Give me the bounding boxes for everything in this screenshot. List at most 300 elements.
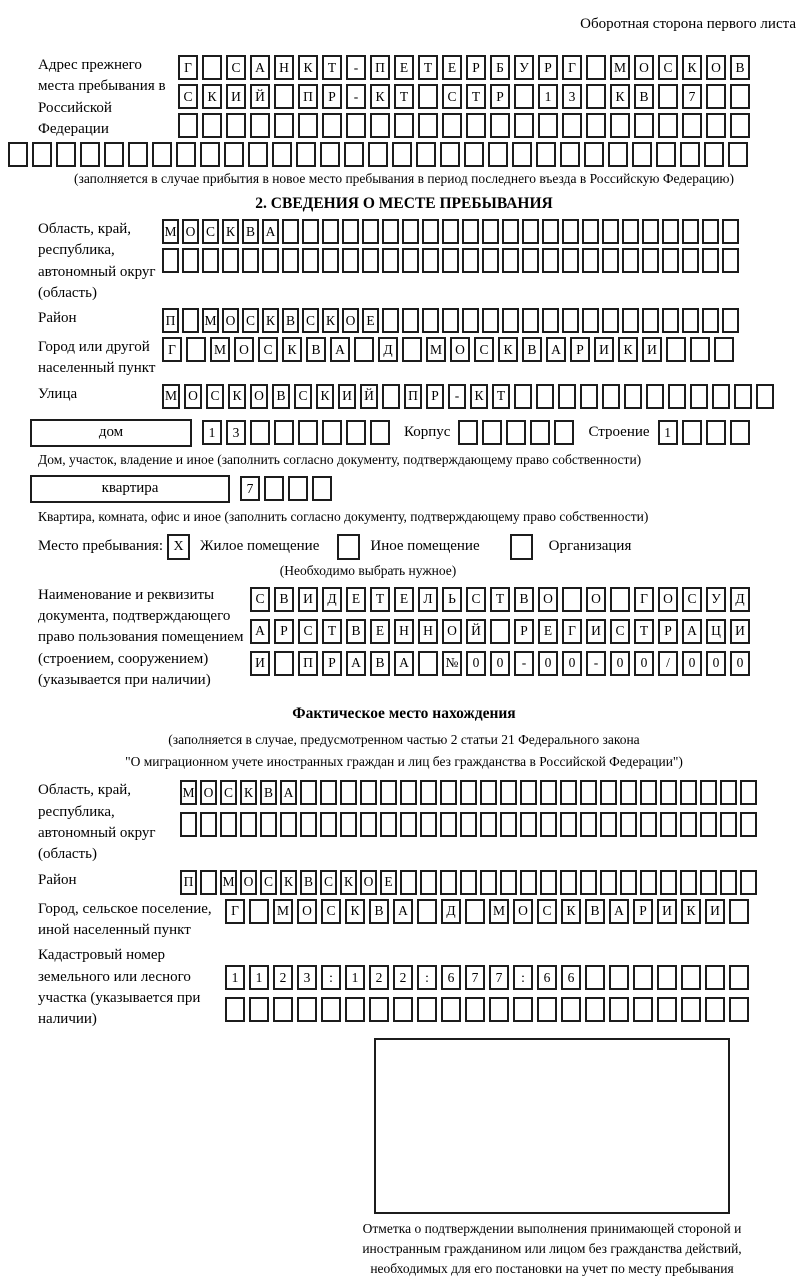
char-cell[interactable] (537, 997, 557, 1022)
char-cell[interactable]: Р (490, 84, 510, 109)
char-cell[interactable]: С (466, 587, 486, 612)
char-cell[interactable]: О (240, 870, 257, 895)
char-cell[interactable] (272, 142, 292, 167)
char-cell[interactable]: Р (426, 384, 444, 409)
char-cell[interactable] (658, 84, 678, 109)
char-cell[interactable] (345, 997, 365, 1022)
char-cell[interactable]: В (514, 587, 534, 612)
char-cell[interactable]: С (226, 55, 246, 80)
char-cell[interactable] (580, 384, 598, 409)
char-cell[interactable] (702, 248, 719, 273)
char-cell[interactable] (580, 812, 597, 837)
char-cell[interactable]: В (272, 384, 290, 409)
char-cell[interactable] (282, 219, 299, 244)
char-cell[interactable]: Е (380, 870, 397, 895)
char-cell[interactable] (540, 870, 557, 895)
char-cell[interactable] (657, 997, 677, 1022)
char-cell[interactable]: 2 (369, 965, 389, 990)
char-cell[interactable]: В (282, 308, 299, 333)
char-cell[interactable] (714, 337, 734, 362)
char-cell[interactable]: Д (730, 587, 750, 612)
char-cell[interactable] (522, 248, 539, 273)
char-cell[interactable] (280, 812, 297, 837)
char-cell[interactable]: К (222, 219, 239, 244)
char-cell[interactable]: - (346, 84, 366, 109)
char-cell[interactable]: Г (178, 55, 198, 80)
char-cell[interactable]: Т (370, 587, 390, 612)
char-cell[interactable] (420, 812, 437, 837)
char-cell[interactable] (442, 219, 459, 244)
char-cell[interactable]: О (200, 780, 217, 805)
char-cell[interactable]: : (321, 965, 341, 990)
char-cell[interactable] (322, 113, 342, 138)
char-cell[interactable]: С (220, 780, 237, 805)
char-cell[interactable] (682, 420, 702, 445)
char-cell[interactable] (500, 812, 517, 837)
char-cell[interactable]: Т (322, 619, 342, 644)
char-cell[interactable] (530, 420, 550, 445)
char-cell[interactable] (540, 780, 557, 805)
char-cell[interactable] (360, 780, 377, 805)
char-cell[interactable] (540, 812, 557, 837)
char-cell[interactable] (186, 337, 206, 362)
char-cell[interactable] (602, 219, 619, 244)
char-cell[interactable] (722, 248, 739, 273)
char-cell[interactable]: П (370, 55, 390, 80)
char-cell[interactable]: К (322, 308, 339, 333)
char-cell[interactable]: А (682, 619, 702, 644)
char-cell[interactable]: И (226, 84, 246, 109)
char-cell[interactable]: 7 (465, 965, 485, 990)
char-cell[interactable]: О (222, 308, 239, 333)
char-cell[interactable] (440, 870, 457, 895)
char-cell[interactable] (562, 113, 582, 138)
char-cell[interactable]: И (338, 384, 356, 409)
char-cell[interactable] (417, 997, 437, 1022)
char-cell[interactable] (681, 997, 701, 1022)
char-cell[interactable]: О (658, 587, 678, 612)
house-type-box[interactable]: дом (30, 419, 192, 447)
char-cell[interactable]: Д (441, 899, 461, 924)
stay-option-organization[interactable] (506, 534, 632, 560)
char-cell[interactable]: К (345, 899, 365, 924)
char-cell[interactable]: Ь (442, 587, 462, 612)
char-cell[interactable]: Е (346, 587, 366, 612)
char-cell[interactable]: 1 (202, 420, 222, 445)
char-cell[interactable]: Г (162, 337, 182, 362)
char-cell[interactable] (756, 384, 774, 409)
char-cell[interactable] (542, 308, 559, 333)
char-cell[interactable] (382, 248, 399, 273)
char-cell[interactable]: Е (370, 619, 390, 644)
char-cell[interactable]: О (360, 870, 377, 895)
char-cell[interactable] (488, 142, 508, 167)
char-cell[interactable] (600, 812, 617, 837)
char-cell[interactable] (249, 899, 269, 924)
char-cell[interactable] (202, 55, 222, 80)
organization-checkbox[interactable] (510, 534, 533, 560)
char-cell[interactable] (380, 812, 397, 837)
char-cell[interactable] (512, 142, 532, 167)
char-cell[interactable] (634, 113, 654, 138)
char-cell[interactable] (200, 812, 217, 837)
char-cell[interactable]: К (282, 337, 302, 362)
char-cell[interactable] (273, 997, 293, 1022)
char-cell[interactable] (320, 780, 337, 805)
char-cell[interactable] (441, 997, 461, 1022)
char-cell[interactable] (297, 997, 317, 1022)
char-cell[interactable] (640, 780, 657, 805)
char-cell[interactable] (182, 308, 199, 333)
char-cell[interactable] (417, 899, 437, 924)
char-cell[interactable] (706, 113, 726, 138)
char-cell[interactable] (422, 248, 439, 273)
char-cell[interactable] (288, 476, 308, 501)
char-cell[interactable]: Т (492, 384, 510, 409)
char-cell[interactable] (620, 870, 637, 895)
stay-option-other[interactable] (333, 534, 479, 560)
char-cell[interactable]: И (586, 619, 606, 644)
char-cell[interactable]: О (706, 55, 726, 80)
char-cell[interactable] (558, 384, 576, 409)
char-cell[interactable] (490, 113, 510, 138)
char-cell[interactable] (704, 142, 724, 167)
char-cell[interactable]: М (610, 55, 630, 80)
char-cell[interactable]: М (210, 337, 230, 362)
char-cell[interactable] (442, 248, 459, 273)
char-cell[interactable] (722, 219, 739, 244)
char-cell[interactable] (729, 997, 749, 1022)
char-cell[interactable]: Р (538, 55, 558, 80)
char-cell[interactable] (222, 248, 239, 273)
char-cell[interactable] (180, 812, 197, 837)
char-cell[interactable]: 0 (490, 651, 510, 676)
char-cell[interactable] (382, 308, 399, 333)
char-cell[interactable]: А (546, 337, 566, 362)
char-cell[interactable] (400, 870, 417, 895)
char-cell[interactable] (538, 113, 558, 138)
char-cell[interactable] (662, 308, 679, 333)
char-cell[interactable] (152, 142, 172, 167)
char-cell[interactable] (668, 384, 686, 409)
char-cell[interactable]: О (234, 337, 254, 362)
char-cell[interactable]: М (180, 780, 197, 805)
char-cell[interactable]: С (474, 337, 494, 362)
char-cell[interactable]: К (340, 870, 357, 895)
char-cell[interactable] (225, 997, 245, 1022)
char-cell[interactable]: Т (490, 587, 510, 612)
char-cell[interactable] (442, 113, 462, 138)
char-cell[interactable] (296, 142, 316, 167)
char-cell[interactable]: Н (274, 55, 294, 80)
char-cell[interactable] (282, 248, 299, 273)
char-cell[interactable] (706, 420, 726, 445)
char-cell[interactable] (322, 420, 342, 445)
char-cell[interactable] (422, 308, 439, 333)
char-cell[interactable]: / (658, 651, 678, 676)
char-cell[interactable]: 0 (730, 651, 750, 676)
char-cell[interactable] (562, 308, 579, 333)
char-cell[interactable]: 6 (561, 965, 581, 990)
char-cell[interactable] (382, 384, 400, 409)
char-cell[interactable]: 7 (682, 84, 702, 109)
char-cell[interactable]: С (610, 619, 630, 644)
char-cell[interactable]: А (609, 899, 629, 924)
char-cell[interactable] (320, 142, 340, 167)
char-cell[interactable] (300, 780, 317, 805)
char-cell[interactable]: Р (570, 337, 590, 362)
char-cell[interactable] (462, 248, 479, 273)
char-cell[interactable]: Н (418, 619, 438, 644)
char-cell[interactable]: А (394, 651, 414, 676)
char-cell[interactable] (610, 113, 630, 138)
char-cell[interactable] (458, 420, 478, 445)
char-cell[interactable] (346, 420, 366, 445)
char-cell[interactable]: С (202, 219, 219, 244)
char-cell[interactable] (418, 84, 438, 109)
char-cell[interactable]: - (586, 651, 606, 676)
char-cell[interactable]: Й (360, 384, 378, 409)
char-cell[interactable] (322, 248, 339, 273)
char-cell[interactable] (202, 248, 219, 273)
char-cell[interactable]: Т (322, 55, 342, 80)
char-cell[interactable] (460, 780, 477, 805)
char-cell[interactable]: О (634, 55, 654, 80)
char-cell[interactable] (633, 965, 653, 990)
char-cell[interactable]: О (184, 384, 202, 409)
char-cell[interactable]: - (514, 651, 534, 676)
char-cell[interactable] (462, 219, 479, 244)
char-cell[interactable] (609, 965, 629, 990)
char-cell[interactable]: 0 (562, 651, 582, 676)
char-cell[interactable]: Д (322, 587, 342, 612)
char-cell[interactable] (322, 219, 339, 244)
char-cell[interactable] (728, 142, 748, 167)
char-cell[interactable]: О (513, 899, 533, 924)
char-cell[interactable] (482, 219, 499, 244)
char-cell[interactable] (734, 384, 752, 409)
char-cell[interactable] (402, 219, 419, 244)
char-cell[interactable] (700, 812, 717, 837)
char-cell[interactable] (622, 219, 639, 244)
char-cell[interactable]: Е (442, 55, 462, 80)
char-cell[interactable]: Р (466, 55, 486, 80)
char-cell[interactable]: - (448, 384, 466, 409)
char-cell[interactable]: К (262, 308, 279, 333)
char-cell[interactable] (729, 965, 749, 990)
char-cell[interactable]: И (657, 899, 677, 924)
char-cell[interactable] (440, 812, 457, 837)
char-cell[interactable] (464, 142, 484, 167)
char-cell[interactable] (200, 142, 220, 167)
char-cell[interactable] (642, 308, 659, 333)
char-cell[interactable] (586, 113, 606, 138)
char-cell[interactable]: М (162, 219, 179, 244)
char-cell[interactable] (178, 113, 198, 138)
char-cell[interactable]: С (250, 587, 270, 612)
char-cell[interactable] (610, 587, 630, 612)
char-cell[interactable] (465, 899, 485, 924)
char-cell[interactable] (440, 142, 460, 167)
char-cell[interactable]: В (274, 587, 294, 612)
char-cell[interactable] (600, 780, 617, 805)
char-cell[interactable]: № (442, 651, 462, 676)
char-cell[interactable] (622, 248, 639, 273)
char-cell[interactable] (362, 248, 379, 273)
char-cell[interactable] (640, 870, 657, 895)
char-cell[interactable]: В (585, 899, 605, 924)
char-cell[interactable] (582, 248, 599, 273)
char-cell[interactable]: 1 (538, 84, 558, 109)
char-cell[interactable]: Р (322, 84, 342, 109)
char-cell[interactable] (226, 113, 246, 138)
char-cell[interactable]: Т (634, 619, 654, 644)
char-cell[interactable]: Г (562, 619, 582, 644)
char-cell[interactable] (514, 113, 534, 138)
char-cell[interactable] (740, 812, 757, 837)
char-cell[interactable] (312, 476, 332, 501)
char-cell[interactable] (480, 812, 497, 837)
apartment-type-box[interactable]: квартира (30, 475, 230, 503)
char-cell[interactable] (402, 308, 419, 333)
char-cell[interactable]: С (320, 870, 337, 895)
char-cell[interactable] (560, 812, 577, 837)
char-cell[interactable]: С (442, 84, 462, 109)
char-cell[interactable] (580, 780, 597, 805)
char-cell[interactable] (522, 308, 539, 333)
char-cell[interactable] (690, 337, 710, 362)
char-cell[interactable] (360, 812, 377, 837)
char-cell[interactable]: О (297, 899, 317, 924)
char-cell[interactable] (608, 142, 628, 167)
char-cell[interactable] (622, 308, 639, 333)
char-cell[interactable]: С (260, 870, 277, 895)
char-cell[interactable]: П (404, 384, 422, 409)
char-cell[interactable]: Р (514, 619, 534, 644)
char-cell[interactable] (400, 780, 417, 805)
char-cell[interactable] (542, 248, 559, 273)
char-cell[interactable] (249, 997, 269, 1022)
char-cell[interactable]: 0 (682, 651, 702, 676)
char-cell[interactable] (200, 870, 217, 895)
char-cell[interactable] (340, 780, 357, 805)
char-cell[interactable] (536, 142, 556, 167)
char-cell[interactable] (632, 142, 652, 167)
char-cell[interactable] (32, 142, 52, 167)
char-cell[interactable]: П (298, 84, 318, 109)
char-cell[interactable] (274, 420, 294, 445)
char-cell[interactable]: 1 (345, 965, 365, 990)
char-cell[interactable]: А (330, 337, 350, 362)
char-cell[interactable]: 6 (537, 965, 557, 990)
char-cell[interactable]: С (242, 308, 259, 333)
char-cell[interactable] (298, 420, 318, 445)
char-cell[interactable] (722, 308, 739, 333)
char-cell[interactable] (660, 812, 677, 837)
char-cell[interactable]: 0 (610, 651, 630, 676)
char-cell[interactable] (660, 780, 677, 805)
other-premises-checkbox[interactable] (337, 534, 360, 560)
char-cell[interactable]: : (417, 965, 437, 990)
char-cell[interactable] (460, 870, 477, 895)
char-cell[interactable]: П (298, 651, 318, 676)
char-cell[interactable]: Н (394, 619, 414, 644)
char-cell[interactable] (705, 997, 725, 1022)
char-cell[interactable] (720, 780, 737, 805)
char-cell[interactable]: М (489, 899, 509, 924)
char-cell[interactable] (462, 308, 479, 333)
char-cell[interactable] (662, 248, 679, 273)
char-cell[interactable] (274, 84, 294, 109)
char-cell[interactable] (342, 219, 359, 244)
char-cell[interactable]: В (370, 651, 390, 676)
char-cell[interactable] (740, 780, 757, 805)
char-cell[interactable] (320, 812, 337, 837)
char-cell[interactable]: С (537, 899, 557, 924)
char-cell[interactable] (602, 384, 620, 409)
char-cell[interactable]: В (634, 84, 654, 109)
char-cell[interactable] (482, 308, 499, 333)
char-cell[interactable]: Р (658, 619, 678, 644)
char-cell[interactable] (489, 997, 509, 1022)
char-cell[interactable] (56, 142, 76, 167)
char-cell[interactable]: М (162, 384, 180, 409)
char-cell[interactable] (482, 420, 502, 445)
char-cell[interactable]: М (426, 337, 446, 362)
char-cell[interactable] (680, 812, 697, 837)
char-cell[interactable] (706, 84, 726, 109)
char-cell[interactable] (633, 997, 653, 1022)
char-cell[interactable]: Г (225, 899, 245, 924)
char-cell[interactable]: О (538, 587, 558, 612)
char-cell[interactable] (720, 870, 737, 895)
char-cell[interactable]: В (346, 619, 366, 644)
char-cell[interactable] (682, 248, 699, 273)
char-cell[interactable]: И (730, 619, 750, 644)
char-cell[interactable]: Т (394, 84, 414, 109)
char-cell[interactable]: С (206, 384, 224, 409)
char-cell[interactable]: А (262, 219, 279, 244)
char-cell[interactable] (730, 84, 750, 109)
char-cell[interactable] (646, 384, 664, 409)
char-cell[interactable]: И (594, 337, 614, 362)
char-cell[interactable] (250, 420, 270, 445)
char-cell[interactable]: А (393, 899, 413, 924)
char-cell[interactable] (370, 420, 390, 445)
char-cell[interactable]: Р (274, 619, 294, 644)
char-cell[interactable]: А (250, 55, 270, 80)
char-cell[interactable]: И (250, 651, 270, 676)
char-cell[interactable]: С (258, 337, 278, 362)
residential-checkbox[interactable]: X (167, 534, 190, 560)
char-cell[interactable] (274, 113, 294, 138)
char-cell[interactable] (394, 113, 414, 138)
char-cell[interactable]: 1 (225, 965, 245, 990)
char-cell[interactable] (202, 113, 222, 138)
char-cell[interactable] (561, 997, 581, 1022)
char-cell[interactable]: 2 (393, 965, 413, 990)
char-cell[interactable] (705, 965, 725, 990)
char-cell[interactable] (702, 308, 719, 333)
char-cell[interactable]: С (178, 84, 198, 109)
char-cell[interactable]: К (681, 899, 701, 924)
char-cell[interactable]: И (642, 337, 662, 362)
char-cell[interactable] (682, 308, 699, 333)
char-cell[interactable]: 1 (249, 965, 269, 990)
char-cell[interactable]: М (202, 308, 219, 333)
char-cell[interactable] (620, 812, 637, 837)
char-cell[interactable]: 0 (706, 651, 726, 676)
